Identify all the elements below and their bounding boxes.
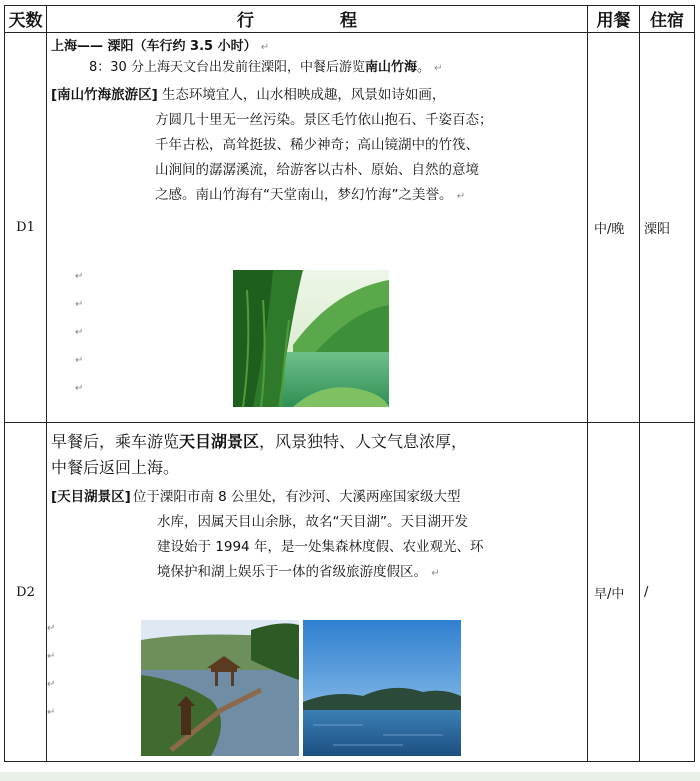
day1-spot-line: 方圆几十里无一丝污染。景区毛竹依山抱石、千姿百态； [155,112,493,128]
day2-para-marks: ↵ ↵ ↵ ↵ [47,623,56,718]
day2-spot-tag: [天目湖景区] [51,489,131,505]
day1-spot-tag: [南山竹海旅游区] [51,87,158,103]
day2-spot-line: 水库，因属天目山余脉，故名“天目湖”。天目湖开发 [157,514,468,530]
day2-meals: 早/中 [588,423,640,762]
day2-itinerary [47,423,588,762]
header-itinerary: 行 程 [47,6,588,33]
day2-intro: 早餐后，乘车游览天目湖景区，风景独特、人文气息浓厚， [51,432,468,451]
day1-row [5,33,695,423]
day1-spot-line: 山涧间的潺潺溪流，给游客以古朴、原始、自然的意境 [155,162,479,178]
day1-spot-line: 千年古松，高耸挺拔、稀少神奇；高山镜湖中的竹筏、 [155,137,479,153]
lake-view-photo [303,620,461,756]
header-row [5,6,695,33]
day2-spot-line: 位于溧阳市南 8 公里处，有沙河、大溪两座国家级大型 [132,489,461,505]
day1-intro: 8：30 分上海天文台出发前往溧阳，中餐后游览南山竹海。 ↵ [89,60,443,75]
day1-spot-line: 之感。南山竹海有“天堂南山，梦幻竹海”之美誉。 ↵ [155,187,466,203]
header-day: 天数 [5,6,47,33]
day1-para-marks: ↵ ↵ ↵ ↵ ↵ [75,271,84,394]
day2-stay: / [640,423,695,762]
header-meals: 用餐 [588,6,640,33]
day2-spot-line: 境保护和湖上娱乐于一体的省级旅游度假区。 ↵ [157,564,440,580]
day1-stay: 溧阳 [640,33,695,423]
day2-label: D2 [5,423,47,762]
day1-meals: 中/晚 [588,33,640,423]
day1-route: 上海—— 溧阳（车行约 3.5 小时） ↵ [51,39,270,54]
day1-itinerary [47,33,588,423]
lake-pavilion-photo [141,620,299,756]
day2-spot [51,485,585,510]
day1-spot [51,83,585,108]
bamboo-sea-photo [233,270,389,407]
itinerary-table [4,5,695,762]
day1-spot-line: 生态环境宜人，山水相映成趣，风景如诗如画， [161,87,446,103]
day1-label: D1 [5,33,47,423]
header-stay: 住宿 [640,6,695,33]
day2-spot-line: 建设始于 1994 年，是一处集森林度假、农业观光、环 [157,539,484,555]
day2-intro-line2: 中餐后返回上海。 [51,458,180,477]
day2-row [5,423,695,762]
